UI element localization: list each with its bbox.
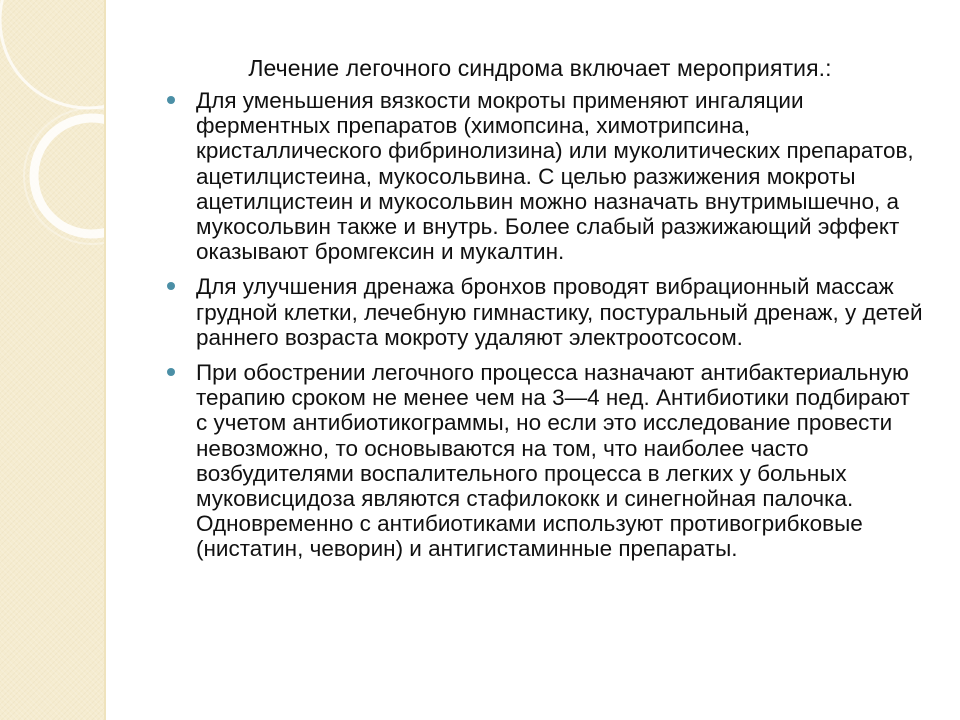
bullet-list: [196, 88, 926, 572]
bullet-dot-icon: [167, 282, 175, 290]
bullet-text: Для уменьшения вязкости мокроты применяют ингаляции ферментных препаратов (химопсина, химотрипсина, кристаллического фибринолизина) или муколитических препаратов, ацетилцистеина, мукосольвина. С целью разжижения мокроты ацетилцистеин и мукосольвин можно назначать внутримышечно, а мукосольвин также и внутрь. Более слабый разжижающий эффект оказывают бромгексин и мукалтин.: [196, 88, 914, 265]
bullet-text: При обострении легочного процесса назначают антибактериальную терапию сроком не менее чем на 3—4 нед. Антибиотики подбирают с учетом антибиотикограммы, но если это исследование провести невозможно, то основываются на том, что наиболее часто возбудителями воспалительного процесса в легких у больных муковисцидоза являются стафилококк и синегнойная палочка. Одновременно с антибиотиками используют противогрибковые (нистатин, чеворин) и антигистаминные препараты.: [196, 360, 910, 562]
bullet-dot-icon: [167, 368, 175, 376]
bullet-item: [196, 360, 926, 562]
decorative-circles-icon: [0, 0, 104, 720]
side-divider: [104, 0, 106, 720]
bullet-dot-icon: [167, 96, 175, 104]
bullet-item: [196, 274, 926, 350]
slide-title: Лечение легочного синдрома включает мероприятия.:: [248, 55, 832, 81]
bullet-item: [196, 88, 926, 264]
decorative-side-band: [0, 0, 104, 720]
bullet-text: Для улучшения дренажа бронхов проводят вибрационный массаж грудной клетки, лечебную гимнастику, постуральный дренаж, у детей раннего возраста мокроту удаляют электроотсосом.: [196, 274, 923, 350]
